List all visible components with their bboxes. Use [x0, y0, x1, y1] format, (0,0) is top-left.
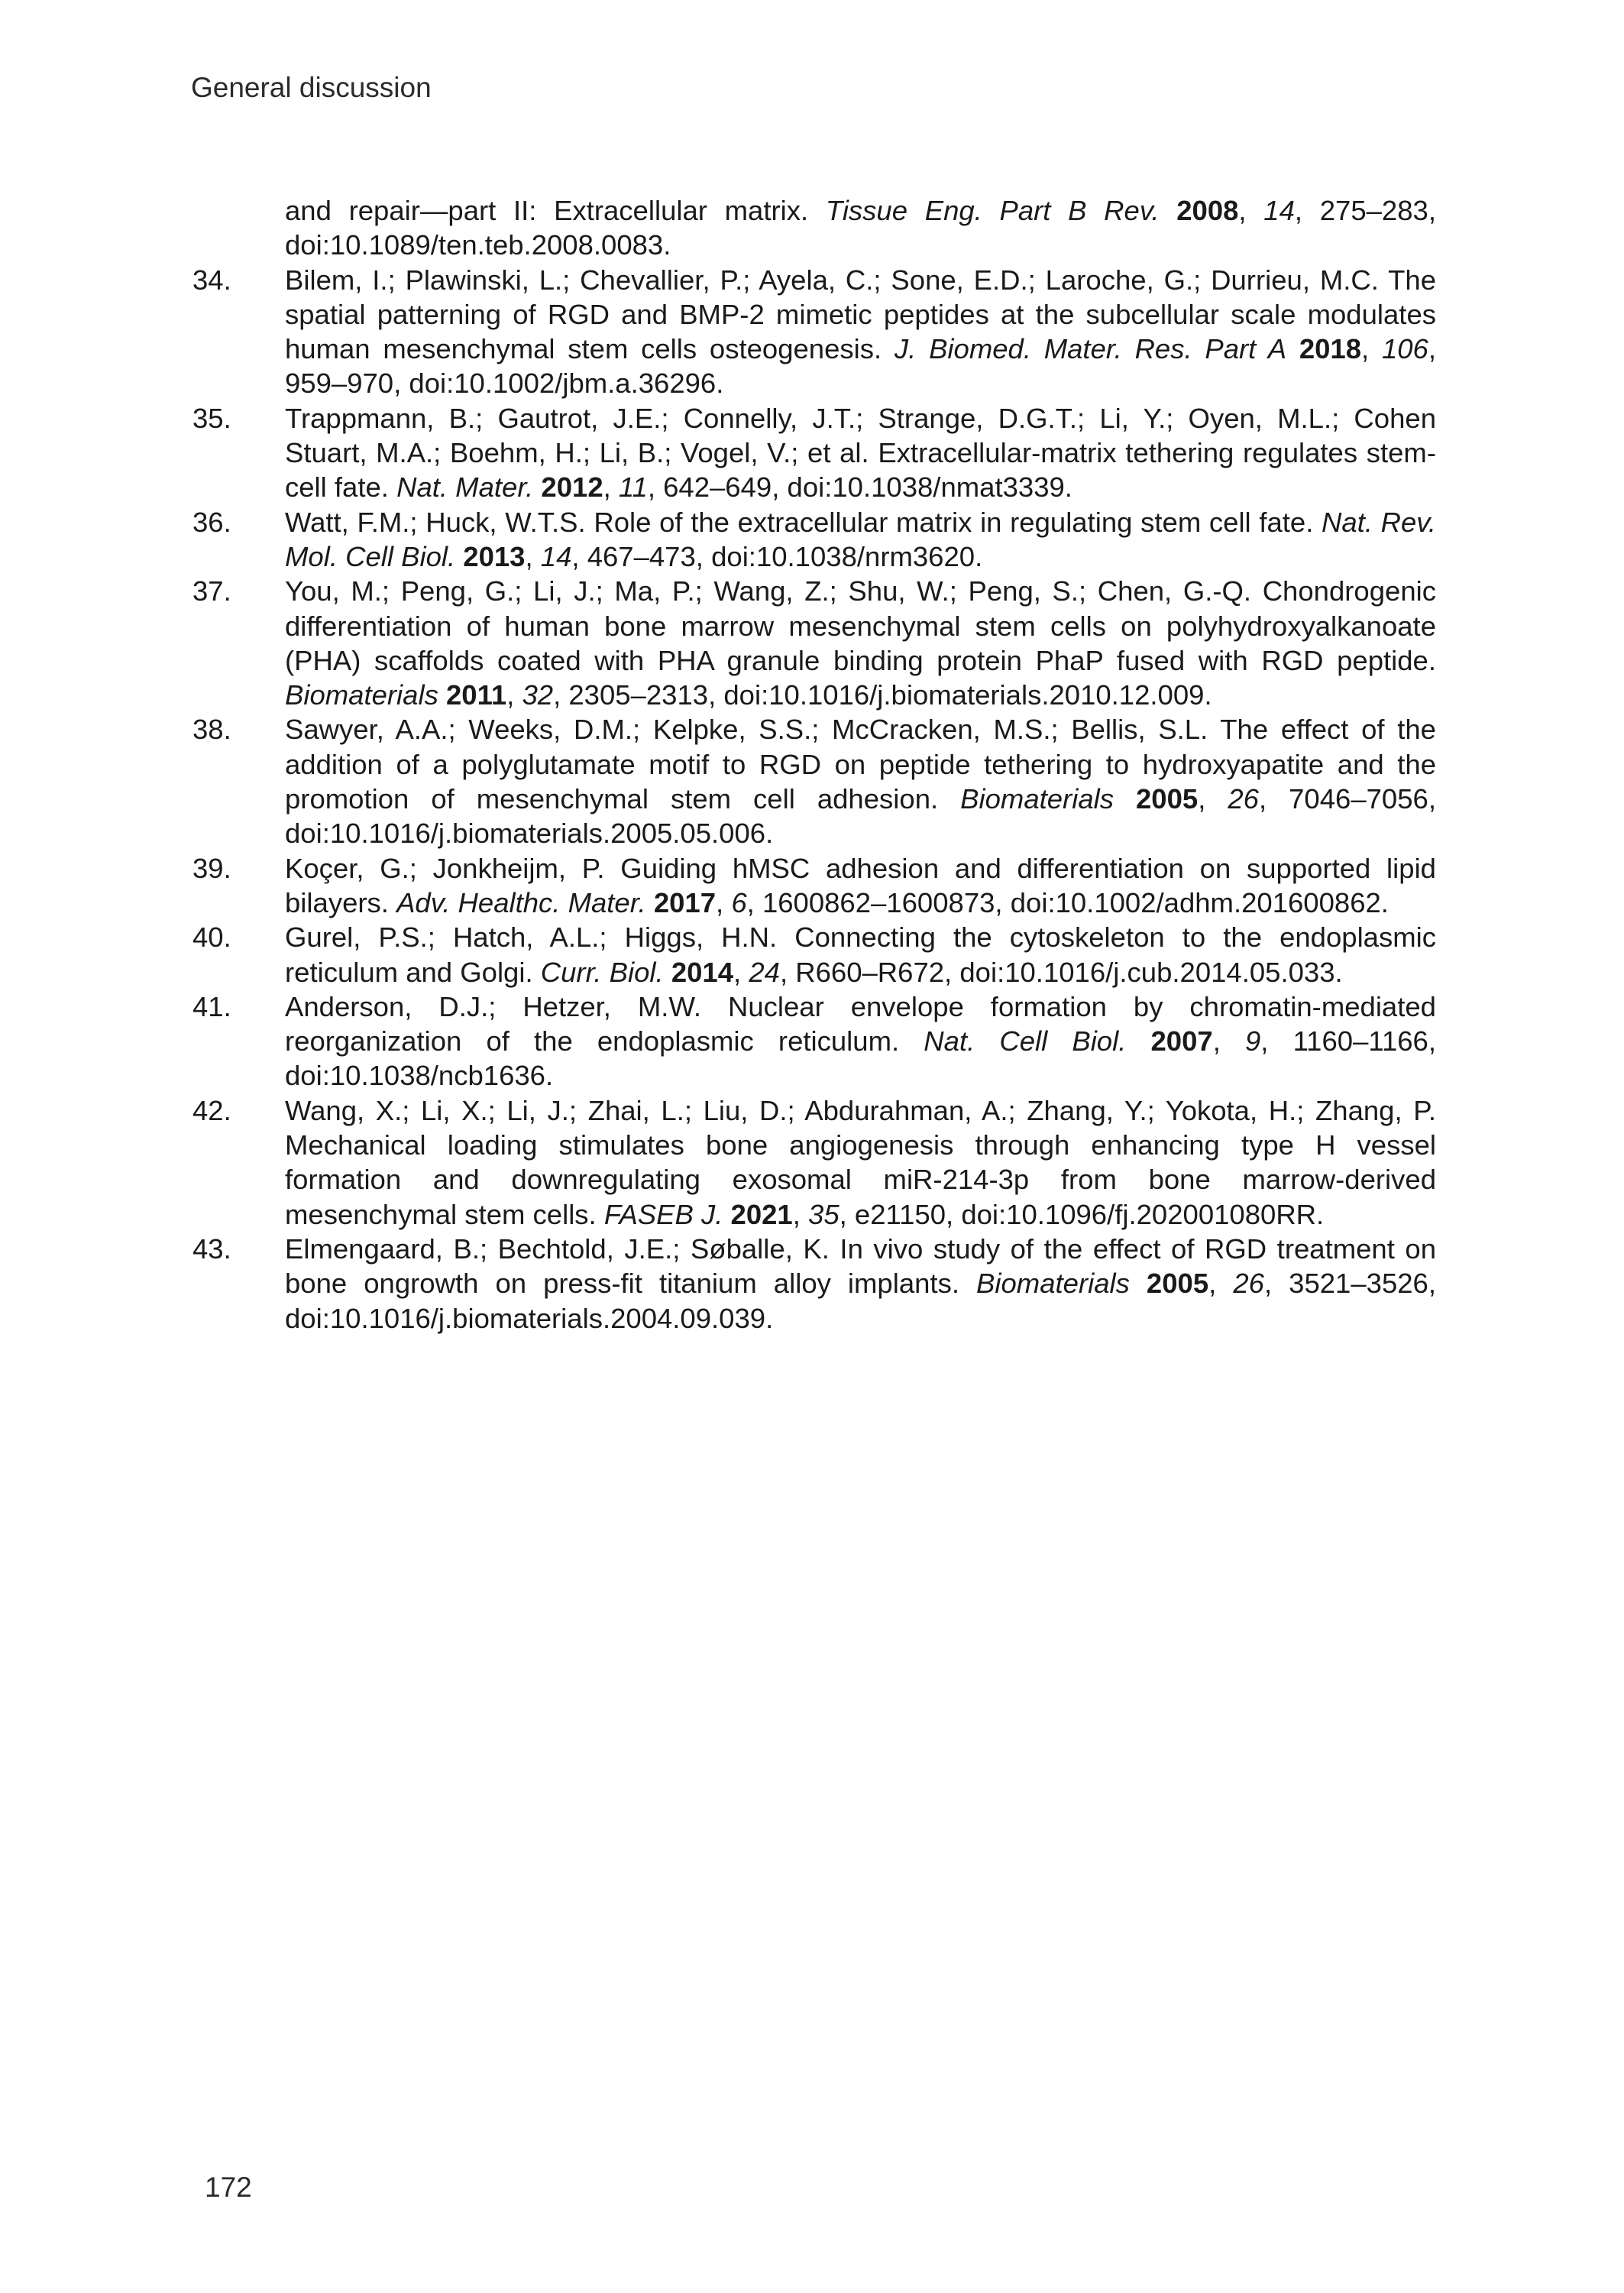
reference-title: Role of the extracellular matrix in regulating stem cell fate.	[594, 506, 1314, 538]
reference-pages: 1600862–1600873,	[762, 886, 1003, 918]
reference-text: Trappmann, B.; Gautrot, J.E.; Connelly, J.T.; Strange, D.G.T.; Li, Y.; Oyen, M.L.; Cohen Stuart, M.A.; Boehm, H.; Li, B.; Vogel, V.; et al. Extracellular-matrix tethering regulates stem-cell fate. Nat. Mater. 2012, 11, 642–649, doi:10.1038/nmat3339.	[285, 402, 1436, 504]
reference-year: 2005	[1146, 1268, 1209, 1300]
reference-journal: Biomaterials	[976, 1268, 1130, 1300]
reference-text: and repair—part II: Extracellular matrix. Tissue Eng. Part B Rev. 2008, 14, 275–283, doi:10.1089/ten.teb.2008.0083.	[285, 195, 1436, 261]
reference-number: 37.	[192, 575, 231, 607]
reference-pages: 2305–2313,	[568, 679, 717, 711]
reference-number: 43.	[192, 1232, 231, 1265]
reference-item	[192, 574, 1436, 712]
reference-volume: 26	[1228, 783, 1259, 815]
reference-year: 2008	[1176, 195, 1239, 226]
reference-year: 2005	[1136, 783, 1199, 815]
reference-doi: doi:10.1002/jbm.a.36296.	[409, 368, 724, 400]
reference-doi: doi:10.1038/nrm3620.	[711, 540, 983, 572]
reference-authors: You, M.; Peng, G.; Li, J.; Ma, P.; Wang, Z.; Shu, W.; Peng, S.; Chen, G.-Q.	[285, 575, 1252, 607]
reference-doi: doi:10.1096/fj.202001080RR.	[961, 1198, 1325, 1230]
reference-authors: Sawyer, A.A.; Weeks, D.M.; Kelpke, S.S.; McCracken, M.S.; Bellis, S.L.	[285, 714, 1208, 746]
reference-item	[192, 263, 1436, 401]
reference-doi: doi:10.1016/j.biomaterials.2005.05.006.	[285, 818, 774, 850]
reference-journal: Nat. Mater.	[396, 471, 534, 504]
reference-journal: J. Biomed. Mater. Res. Part A	[894, 333, 1287, 365]
reference-list	[192, 193, 1436, 1336]
reference-text: Koçer, G.; Jonkheijm, P. Guiding hMSC adhesion and differentiation on supported lipid bilayers. Adv. Healthc. Mater. 2017, 6, 1600862–1600873, doi:10.1002/adhm.201600862.	[285, 852, 1436, 918]
reference-doi: doi:10.1016/j.biomaterials.2004.09.039.	[285, 1302, 774, 1334]
reference-text: Gurel, P.S.; Hatch, A.L.; Higgs, H.N. Connecting the cytoskeleton to the endoplasmic reticulum and Golgi. Curr. Biol. 2014, 24, R660–R672, doi:10.1016/j.cub.2014.05.033.	[285, 921, 1436, 988]
reference-number: 38.	[192, 714, 231, 746]
reference-journal: Nat. Cell Biol.	[924, 1025, 1127, 1057]
reference-title: and repair—part II: Extracellular matrix.	[285, 195, 809, 226]
reference-item	[192, 920, 1436, 989]
reference-authors: Anderson, D.J.; Hetzer, M.W.	[285, 990, 702, 1022]
reference-volume: 106	[1381, 333, 1428, 365]
reference-doi: doi:10.1002/adhm.201600862.	[1010, 886, 1389, 918]
reference-pages: 959–970,	[285, 368, 402, 400]
reference-number: 34.	[192, 264, 231, 296]
reference-item	[192, 193, 1436, 263]
reference-title: In vivo study of the effect of RGD treatment on bone ongrowth on press-fit titanium alloy implants.	[285, 1232, 1436, 1300]
reference-authors: Koçer, G.; Jonkheijm, P.	[285, 852, 605, 884]
reference-volume: 14	[1263, 195, 1295, 226]
reference-journal: Nat. Rev. Mol. Cell Biol.	[285, 506, 1436, 572]
running-header: General discussion	[191, 72, 432, 103]
reference-text: Elmengaard, B.; Bechtold, J.E.; Søballe, K. In vivo study of the effect of RGD treatment on bone ongrowth on press-fit titanium alloy implants. Biomaterials 2005, 26, 3521–3526, doi:10.1016/j.biomaterials.2004.09.039.	[285, 1232, 1436, 1334]
reference-journal: Curr. Biol.	[540, 956, 664, 988]
reference-text: Watt, F.M.; Huck, W.T.S. Role of the extracellular matrix in regulating stem cell fate. Nat. Rev. Mol. Cell Biol. 2013, 14, 467–473, doi:10.1038/nrm3620.	[285, 506, 1436, 572]
reference-item	[192, 505, 1436, 575]
reference-authors: Trappmann, B.; Gautrot, J.E.; Connelly, J.T.; Strange, D.G.T.; Li, Y.; Oyen, M.L.; Cohen Stuart, M.A.; Boehm, H.; Li, B.; Vogel, V.; et al.	[285, 402, 1436, 469]
reference-item	[192, 1093, 1436, 1232]
reference-item	[192, 712, 1436, 850]
reference-number: 35.	[192, 402, 231, 434]
reference-text: Anderson, D.J.; Hetzer, M.W. Nuclear envelope formation by chromatin-mediated reorganization of the endoplasmic reticulum. Nat. Cell Biol. 2007, 9, 1160–1166, doi:10.1038/ncb1636.	[285, 990, 1436, 1092]
reference-volume: 9	[1244, 1025, 1261, 1057]
reference-volume: 11	[618, 471, 648, 504]
reference-title: Nuclear envelope formation by chromatin-mediated reorganization of the endoplasmic reticulum.	[285, 990, 1436, 1057]
reference-pages: 1160–1166,	[1292, 1025, 1436, 1057]
reference-year: 2007	[1150, 1025, 1213, 1057]
reference-text: Sawyer, A.A.; Weeks, D.M.; Kelpke, S.S.; McCracken, M.S.; Bellis, S.L. The effect of the addition of a polyglutamate motif to RGD on peptide tethering to hydroxyapatite and the promotion of mesenchymal stem cell adhesion. Biomaterials 2005, 26, 7046–7056, doi:10.1016/j.biomaterials.2005.05.006.	[285, 714, 1436, 850]
reference-year: 2021	[730, 1198, 793, 1230]
reference-pages: 275–283,	[1319, 195, 1436, 226]
reference-volume: 26	[1233, 1268, 1264, 1300]
reference-number: 40.	[192, 921, 231, 954]
reference-title: Chondrogenic differentiation of human bone marrow mesenchymal stem cells on polyhydroxyalkanoate (PHA) scaffolds coated with PHA granule binding protein PhaP fused with RGD peptide.	[285, 575, 1436, 676]
reference-number: 36.	[192, 506, 231, 538]
reference-journal: Biomaterials	[285, 679, 438, 711]
reference-year: 2011	[445, 679, 507, 711]
reference-doi: doi:10.1016/j.cub.2014.05.033.	[959, 956, 1343, 988]
reference-volume: 6	[731, 886, 747, 918]
reference-year: 2014	[671, 956, 734, 988]
reference-title: The effect of the addition of a polyglutamate motif to RGD on peptide tethering to hydroxyapatite and the promotion of mesenchymal stem cell adhesion.	[285, 714, 1436, 815]
reference-pages: 642–649,	[663, 471, 780, 504]
reference-authors: Elmengaard, B.; Bechtold, J.E.; Søballe, K.	[285, 1232, 830, 1265]
reference-pages: R660–R672,	[795, 956, 953, 988]
reference-pages: 467–473,	[587, 540, 704, 572]
reference-doi: doi:10.1038/nmat3339.	[787, 471, 1072, 504]
reference-authors: Watt, F.M.; Huck, W.T.S.	[285, 506, 586, 538]
reference-title: Guiding hMSC adhesion and differentiation on supported lipid bilayers.	[285, 852, 1436, 918]
reference-year: 2013	[463, 540, 526, 572]
reference-title: Extracellular-matrix tethering regulates stem-cell fate.	[285, 437, 1436, 504]
reference-volume: 14	[540, 540, 572, 572]
reference-journal: Biomaterials	[960, 783, 1114, 815]
reference-number: 39.	[192, 852, 231, 884]
reference-authors: Gurel, P.S.; Hatch, A.L.; Higgs, H.N.	[285, 921, 778, 954]
reference-doi: doi:10.1038/ncb1636.	[285, 1060, 554, 1092]
reference-item	[192, 989, 1436, 1093]
reference-journal: FASEB J.	[603, 1198, 723, 1230]
reference-authors: Wang, X.; Li, X.; Li, J.; Zhai, L.; Liu, D.; Abdurahman, A.; Zhang, Y.; Yokota, H.; Zhang, P.	[285, 1094, 1436, 1126]
reference-pages: 7046–7056,	[1289, 783, 1436, 815]
reference-text: Bilem, I.; Plawinski, L.; Chevallier, P.; Ayela, C.; Sone, E.D.; Laroche, G.; Durrieu, M.C. The spatial patterning of RGD and BMP-2 mimetic peptides at the subcellular scale modulates human mesenchymal stem cells osteogenesis. J. Biomed. Mater. Res. Part A 2018, 106, 959–970, doi:10.1002/jbm.a.36296.	[285, 264, 1436, 400]
reference-item	[192, 851, 1436, 921]
reference-volume: 24	[749, 956, 780, 988]
reference-doi: doi:10.1089/ten.teb.2008.0083.	[285, 229, 671, 261]
reference-doi: doi:10.1016/j.biomaterials.2010.12.009.	[723, 679, 1212, 711]
reference-title: Mechanical loading stimulates bone angiogenesis through enhancing type H vessel formation and downregulating exosomal miR-214-3p from bone marrow-derived mesenchymal stem cells.	[285, 1129, 1436, 1230]
reference-number: 41.	[192, 990, 231, 1022]
reference-pages: 3521–3526,	[1289, 1268, 1436, 1300]
reference-year: 2012	[541, 471, 603, 504]
reference-journal: Adv. Healthc. Mater.	[396, 886, 646, 918]
reference-title: Connecting the cytoskeleton to the endoplasmic reticulum and Golgi.	[285, 921, 1436, 988]
reference-year: 2018	[1299, 333, 1362, 365]
reference-title: The spatial patterning of RGD and BMP-2 mimetic peptides at the subcellular scale modulates human mesenchymal stem cells osteogenesis.	[285, 264, 1436, 365]
reference-item	[192, 401, 1436, 505]
reference-volume: 32	[522, 679, 554, 711]
reference-item	[192, 1232, 1436, 1336]
reference-volume: 35	[808, 1198, 839, 1230]
reference-year: 2017	[653, 886, 717, 918]
page-number: 172	[205, 2172, 252, 2203]
reference-pages: e21150,	[854, 1198, 954, 1230]
reference-text: You, M.; Peng, G.; Li, J.; Ma, P.; Wang, Z.; Shu, W.; Peng, S.; Chen, G.-Q. Chondrogenic differentiation of human bone marrow mesenchymal stem cells on polyhydroxyalkanoate (PHA) scaffolds coated with PHA granule binding protein PhaP fused with RGD peptide. Biomaterials 2011, 32, 2305–2313, doi:10.1016/j.biomaterials.2010.12.009.	[285, 575, 1436, 711]
reference-text: Wang, X.; Li, X.; Li, J.; Zhai, L.; Liu, D.; Abdurahman, A.; Zhang, Y.; Yokota, H.; Zhang, P. Mechanical loading stimulates bone angiogenesis through enhancing type H vessel formation and downregulating exosomal miR-214-3p from bone marrow-derived mesenchymal stem cells. FASEB J. 2021, 35, e21150, doi:10.1096/fj.202001080RR.	[285, 1094, 1436, 1230]
reference-number: 42.	[192, 1094, 231, 1126]
reference-journal: Tissue Eng. Part B Rev.	[825, 195, 1160, 226]
reference-authors: Bilem, I.; Plawinski, L.; Chevallier, P.; Ayela, C.; Sone, E.D.; Laroche, G.; Durrieu, M.C.	[285, 264, 1379, 296]
